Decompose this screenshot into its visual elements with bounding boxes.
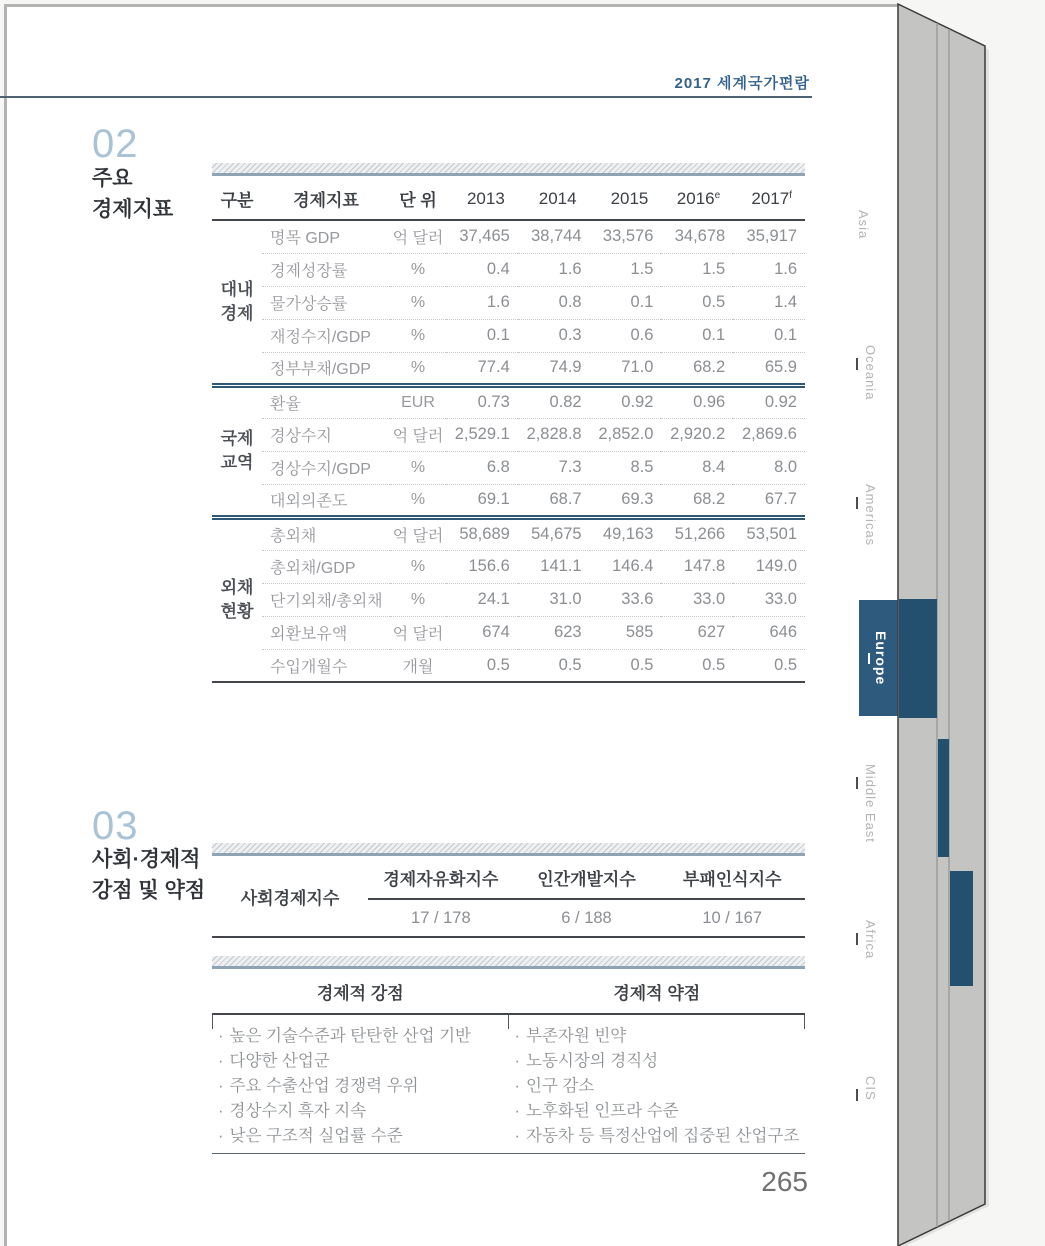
tab-tick [856,1089,858,1101]
value-cell: 147.8 [661,550,733,583]
section-title-line1: 주요 [92,167,133,190]
indicator-label-cell: 물가상승률 [262,286,390,319]
value-cell: 1.6 [518,253,590,286]
index-value: 17 / 178 [411,909,471,927]
hatch-band [212,956,805,969]
box-tick [804,1015,805,1029]
value-cell: 2,920.2 [661,418,733,451]
col-header-indicator: 경제지표 [262,177,390,220]
strengths-weaknesses-section [212,956,805,1154]
unit-cell: % [390,319,446,352]
group-external-debt [212,517,805,682]
list-item-text: 부존자원 빈약 [526,1027,627,1045]
value-cell: 8.0 [733,451,805,484]
list-item [513,1124,806,1149]
unit-cell: % [390,484,446,517]
tab-tick [856,777,858,789]
table-row [212,253,805,286]
indicator-label-cell: 명목 GDP [270,230,341,248]
value-cell: 31.0 [518,583,590,616]
indicator-label-cell: 외환보유액 [262,616,390,649]
col-header-year [518,177,590,220]
list-item-text: 낮은 구조적 실업률 수준 [229,1127,403,1145]
value-cell: 6.8 [446,451,518,484]
value-cell: 0.4 [446,253,518,286]
value-cell: 0.8 [518,286,590,319]
value-cell: 69.1 [446,484,518,517]
list-item [513,1074,806,1099]
index-value: 10 / 167 [702,909,762,927]
list-item [513,1024,806,1049]
value-cell: 623 [518,616,590,649]
value-cell: 74.9 [518,352,590,385]
tab-label: Africa [863,920,878,960]
group-label [212,517,262,682]
sidebar-tab-africa [856,920,878,959]
tab-label: Middle East [863,764,878,843]
unit-cell: % [390,550,446,583]
year-sup: e [714,189,721,201]
list-item [216,1124,509,1149]
section-title-02 [92,163,173,225]
sidebar-tab-asia [856,210,871,239]
sidebar-tab-middle-east [856,764,878,843]
value-cell: 8.4 [661,451,733,484]
index-header-row [368,856,805,900]
list-item-text: 인구 감소 [526,1077,595,1095]
value-cell: 49,163 [602,525,654,543]
strengths-weaknesses-box [212,1013,805,1154]
value-cell: 585 [590,616,662,649]
list-item [216,1074,509,1099]
strengths-header: 경제적 강점 [316,984,404,1003]
box-tick [212,1015,213,1029]
tab-label: CIS [863,1076,878,1101]
indicator-label-cell: 경상수지 [262,418,390,451]
table-row [212,286,805,319]
value-cell: 0.5 [661,649,733,682]
value-cell: 1.6 [733,253,805,286]
value-cell: 35,917 [746,227,797,246]
year-label: 2013 [466,188,505,208]
value-cell: 68.7 [518,484,590,517]
value-cell: 0.6 [590,319,662,352]
list-item-text: 높은 기술수준과 탄탄한 산업 기반 [229,1027,471,1045]
unit-cell: 억 달러 [390,418,446,451]
section-title-03 [92,844,205,906]
tab-label: Europe [873,630,889,686]
indicator-label-cell: 총외채 [270,528,317,545]
weaknesses-list [509,1015,806,1153]
list-item-text: 주요 수출산업 경쟁력 우위 [229,1077,419,1095]
table-row [212,583,805,616]
value-cell: 37,465 [459,227,510,246]
value-cell: 2,529.1 [446,418,518,451]
value-cell: 149.0 [733,550,805,583]
table-row [212,220,805,253]
table-row [212,385,805,418]
value-cell: 0.5 [446,649,518,682]
bullet: · [514,1102,520,1120]
indicator-label-cell: 경제성장률 [262,253,390,286]
table-row [212,352,805,385]
group-label-line: 교역 [220,453,254,472]
indicator-label-cell: 경상수지/GDP [262,451,390,484]
value-cell: 0.92 [621,393,654,411]
header-rule [0,96,812,98]
value-cell: 33.0 [733,583,805,616]
value-cell: 34,678 [674,227,726,246]
section-title-line2: 강점 및 약점 [92,879,206,902]
unit-cell: EUR [401,393,435,411]
list-item [216,1024,509,1049]
value-cell: 0.5 [590,649,662,682]
unit-cell: 억 달러 [390,616,446,649]
indicator-label-cell: 재정수지/GDP [262,319,390,352]
list-item [513,1099,806,1124]
index-row-label: 사회경제지수 [240,888,340,908]
value-cell: 627 [661,616,733,649]
section-title-line1: 사회·경제적 [92,848,201,871]
index-columns [368,856,805,936]
value-cell: 0.1 [733,319,805,352]
value-cell: 2,869.6 [733,418,805,451]
value-cell: 77.4 [446,352,518,385]
year-sup: f [789,189,792,201]
list-item-text: 경상수지 흑자 지속 [229,1102,367,1120]
value-cell: 0.92 [764,393,797,411]
unit-cell: % [390,352,446,385]
year-label: 2017 [751,188,790,208]
value-cell: 2,852.0 [590,418,662,451]
indicator-label-cell: 환율 [270,396,301,413]
indicator-label-cell: 단기외채/총외채 [262,583,390,616]
value-cell: 65.9 [733,352,805,385]
strengths-weaknesses-headers [212,969,805,1013]
value-cell: 0.73 [477,393,510,411]
col-header-year [590,177,662,220]
tab-tick [868,653,870,664]
hatch-band [212,843,805,856]
value-cell: 71.0 [590,352,662,385]
indicator-label-cell: 총외채/GDP [262,550,390,583]
section-number-03: 03 [92,804,139,848]
index-header: 부패인식지수 [682,870,782,889]
col-header-unit: 단 위 [390,177,446,220]
tab-label: Oceania [863,345,878,401]
value-cell: 54,675 [531,525,582,543]
bullet: · [218,1027,224,1045]
list-item [216,1049,509,1074]
col-header-year [733,177,805,220]
value-cell: 1.5 [590,253,662,286]
col-header-year [661,177,733,220]
group-international-trade [212,385,805,517]
tab-label: Asia [856,210,871,240]
tab-tick [856,933,858,945]
value-cell: 146.4 [590,550,662,583]
economic-indicators-section [212,163,805,683]
value-cell: 68.2 [661,484,733,517]
unit-cell: 억 달러 [392,528,444,545]
weaknesses-header: 경제적 약점 [613,984,701,1003]
index-value: 6 / 188 [561,909,612,927]
socio-economic-index-section [212,843,805,938]
group-label-line: 외채 [220,578,254,598]
table-row [212,550,805,583]
value-cell: 0.96 [693,393,726,411]
value-cell: 141.1 [518,550,590,583]
value-cell: 2,828.8 [518,418,590,451]
group-domestic-economy [212,220,805,385]
bullet: · [218,1052,224,1070]
edge-tab-marker [938,739,949,857]
unit-cell: % [390,451,446,484]
value-cell: 1.5 [661,253,733,286]
value-cell: 646 [733,616,805,649]
group-label [212,220,262,385]
value-cell: 1.4 [733,286,805,319]
year-label: 2016 [676,188,715,208]
bullet: · [218,1102,224,1120]
bullet: · [218,1077,224,1095]
group-label-line: 현황 [220,602,254,622]
page-number: 265 [761,1166,808,1197]
table-row [212,418,805,451]
table-row [212,517,805,550]
value-cell: 0.82 [549,393,582,411]
list-item-text: 노동시장의 경직성 [526,1052,659,1070]
box-tick [508,1015,509,1029]
group-label-line: 경제 [220,303,254,323]
value-cell: 7.3 [518,451,590,484]
value-cell: 0.1 [590,286,662,319]
group-label [212,385,262,517]
bullet: · [514,1027,520,1045]
value-cell: 58,689 [459,525,510,543]
index-header: 인간개발지수 [537,870,636,889]
value-cell: 674 [446,616,518,649]
edge-tab-marker [899,599,937,718]
tab-label: Americas [863,484,878,547]
unit-cell: % [390,253,446,286]
year-label: 2014 [538,188,577,208]
unit-cell: 개월 [390,649,446,682]
page-header-title: 2017 세계국가편람 [674,75,810,92]
bullet: · [514,1127,520,1145]
table-row [212,484,805,517]
indicator-label-cell: 정부부채/GDP [262,352,390,385]
year-label: 2015 [610,188,649,208]
indicator-label-cell: 대외의존도 [262,484,390,517]
table-row [212,616,805,649]
value-cell: 156.6 [446,550,518,583]
table-row [212,451,805,484]
section-title-line2: 경제지표 [92,198,174,221]
sidebar-tab-oceania [856,345,878,400]
table-row [212,319,805,352]
value-cell: 33.0 [661,583,733,616]
bullet: · [514,1077,520,1095]
value-cell: 51,266 [674,525,726,543]
value-cell: 0.5 [661,286,733,319]
table-row [212,649,805,682]
value-cell: 33,576 [602,227,654,246]
economic-indicators-table [212,177,805,683]
value-cell: 24.1 [446,583,518,616]
col-header-year [446,177,518,220]
tab-tick [856,497,858,509]
col-header-gubun: 구분 [212,177,262,220]
tab-tick [856,358,858,370]
unit-cell: 억 달러 [392,230,444,248]
list-item-text: 노후화된 인프라 수준 [526,1102,679,1120]
indicator-label-cell: 수입개월수 [262,649,390,682]
table-header-row [212,177,805,220]
value-cell: 0.1 [446,319,518,352]
value-cell: 38,744 [531,227,582,246]
index-header: 경제자유화지수 [383,870,499,889]
value-cell: 0.1 [661,319,733,352]
unit-cell: % [390,583,446,616]
group-label-line: 국제 [220,429,254,448]
list-item [513,1049,806,1074]
list-item-text: 자동차 등 특정산업에 집중된 산업구조 [526,1127,800,1145]
index-value-row [368,900,805,936]
sidebar-tab-americas [856,484,878,546]
value-cell: 0.5 [518,649,590,682]
value-cell: 53,501 [746,525,797,543]
list-item-text: 다양한 산업군 [229,1052,330,1070]
value-cell: 1.6 [446,286,518,319]
value-cell: 8.5 [590,451,662,484]
book-page-stack [890,0,1045,1246]
edge-tab-marker [950,871,973,986]
sidebar-tab-cis [856,1076,878,1101]
value-cell: 33.6 [590,583,662,616]
hatch-band [212,163,805,176]
socio-economic-index-table [212,856,805,938]
value-cell: 68.2 [661,352,733,385]
strengths-list [212,1015,509,1153]
value-cell: 69.3 [590,484,662,517]
bullet: · [514,1052,520,1070]
list-item [216,1099,509,1124]
value-cell: 0.5 [733,649,805,682]
unit-cell: % [390,286,446,319]
value-cell: 0.3 [518,319,590,352]
bullet: · [218,1127,224,1145]
value-cell: 67.7 [733,484,805,517]
section-number-02: 02 [92,122,139,166]
group-label-line: 대내 [220,279,254,299]
